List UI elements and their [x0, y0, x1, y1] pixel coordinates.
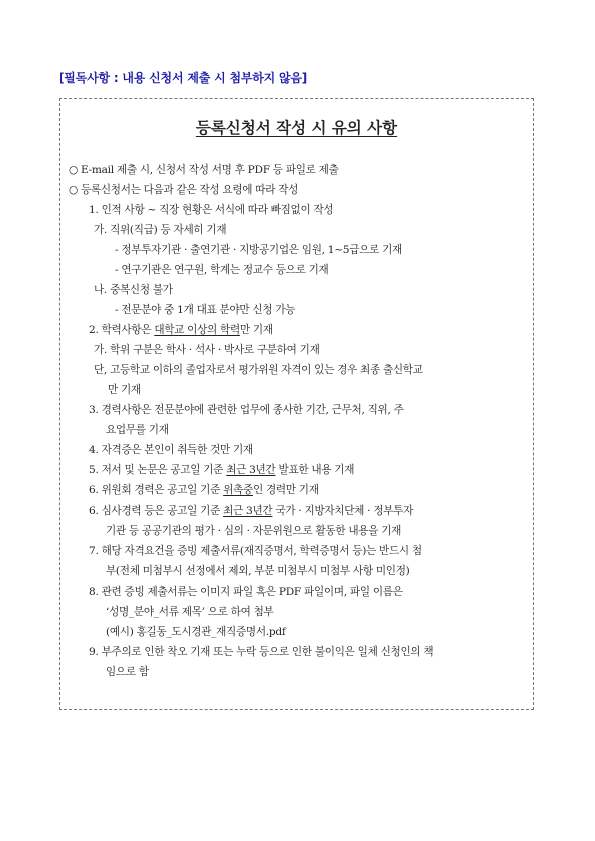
item-3-cont: 요업무를 기재 — [106, 424, 169, 436]
guidelines-box — [59, 98, 534, 710]
item-8-cont: 부(전체 미첨부시 선정에서 제외, 부분 미첨부시 미첨부 사항 미인정) — [106, 565, 410, 577]
item-9-example: (예시) 홍길동_도시경관_재직증명서.pdf — [106, 626, 286, 638]
item-1b: 나. 중복신청 불가 — [94, 284, 173, 296]
item-10-cont: 임으로 함 — [106, 666, 149, 678]
item-7-cont: 기관 등 공공기관의 평가 · 심의 · 자문위원으로 활동한 내용을 기재 — [106, 525, 402, 537]
item-4: 4. 자격증은 본인이 취득한 것만 기재 — [89, 444, 253, 456]
item-9-cont: ‘성명_분야_서류 제목’ 으로 하여 첨부 — [106, 606, 274, 618]
item-1: 1. 인적 사항 ~ 직장 현황은 서식에 따라 빠짐없이 작성 — [89, 204, 334, 216]
bullet-guide: ○ 등록신청서는 다음과 같은 작성 요령에 따라 작성 — [69, 184, 299, 196]
page-title: 등록신청서 작성 시 유의 사항 — [195, 119, 398, 137]
item-6: 6. 위원회 경력은 공고일 기준 위촉중인 경력만 기재 — [89, 484, 319, 496]
item-2c: 만 기재 — [108, 384, 141, 396]
item-10: 9. 부주의로 인한 착오 기재 또는 누락 등으로 인한 불이익은 일체 신청인의 책 — [89, 646, 434, 658]
item-2: 2. 학력사항은 대학교 이상의 학력만 기재 — [89, 324, 273, 336]
item-3: 3. 경력사항은 전문분야에 관련한 업무에 종사한 기간, 근무처, 직위, 주 — [89, 404, 404, 416]
item-8: 7. 해당 자격요건을 증빙 제출서류(재직증명서, 학력증명서 등)는 반드시 첨 — [89, 545, 422, 557]
item-2b: 단, 고등학교 이하의 졸업자로서 평가위원 자격이 있는 경우 최종 출신학교 — [94, 364, 423, 376]
item-7: 6. 심사경력 등은 공고일 기준 최근 3년간 국가 · 지방자치단체 · 정부투자 — [89, 505, 414, 517]
item-2a: 가. 학위 구분은 학사 · 석사 · 박사로 구분하여 기재 — [94, 344, 320, 356]
item-1a2: - 연구기관은 연구원, 학계는 정교수 등으로 기재 — [115, 264, 329, 276]
item-1a: 가. 직위(직급) 등 자세히 기재 — [94, 224, 227, 236]
item-5: 5. 저서 및 논문은 공고일 기준 최근 3년간 발표한 내용 기재 — [89, 464, 355, 476]
bullet-email: ○ E-mail 제출 시, 신청서 작성 서명 후 PDF 등 파일로 제출 — [69, 164, 339, 176]
notice-heading: [필독사항 : 내용 신청서 제출 시 첨부하지 않음] — [59, 71, 308, 85]
item-1a1: - 정부투자기관 · 출연기관 · 지방공기업은 임원, 1~5급으로 기재 — [115, 244, 402, 256]
item-9: 8. 관련 증빙 제출서류는 이미지 파일 혹은 PDF 파일이며, 파일 이름은 — [89, 586, 403, 598]
item-1b1: - 전문분야 중 1개 대표 분야만 신청 가능 — [115, 304, 296, 316]
